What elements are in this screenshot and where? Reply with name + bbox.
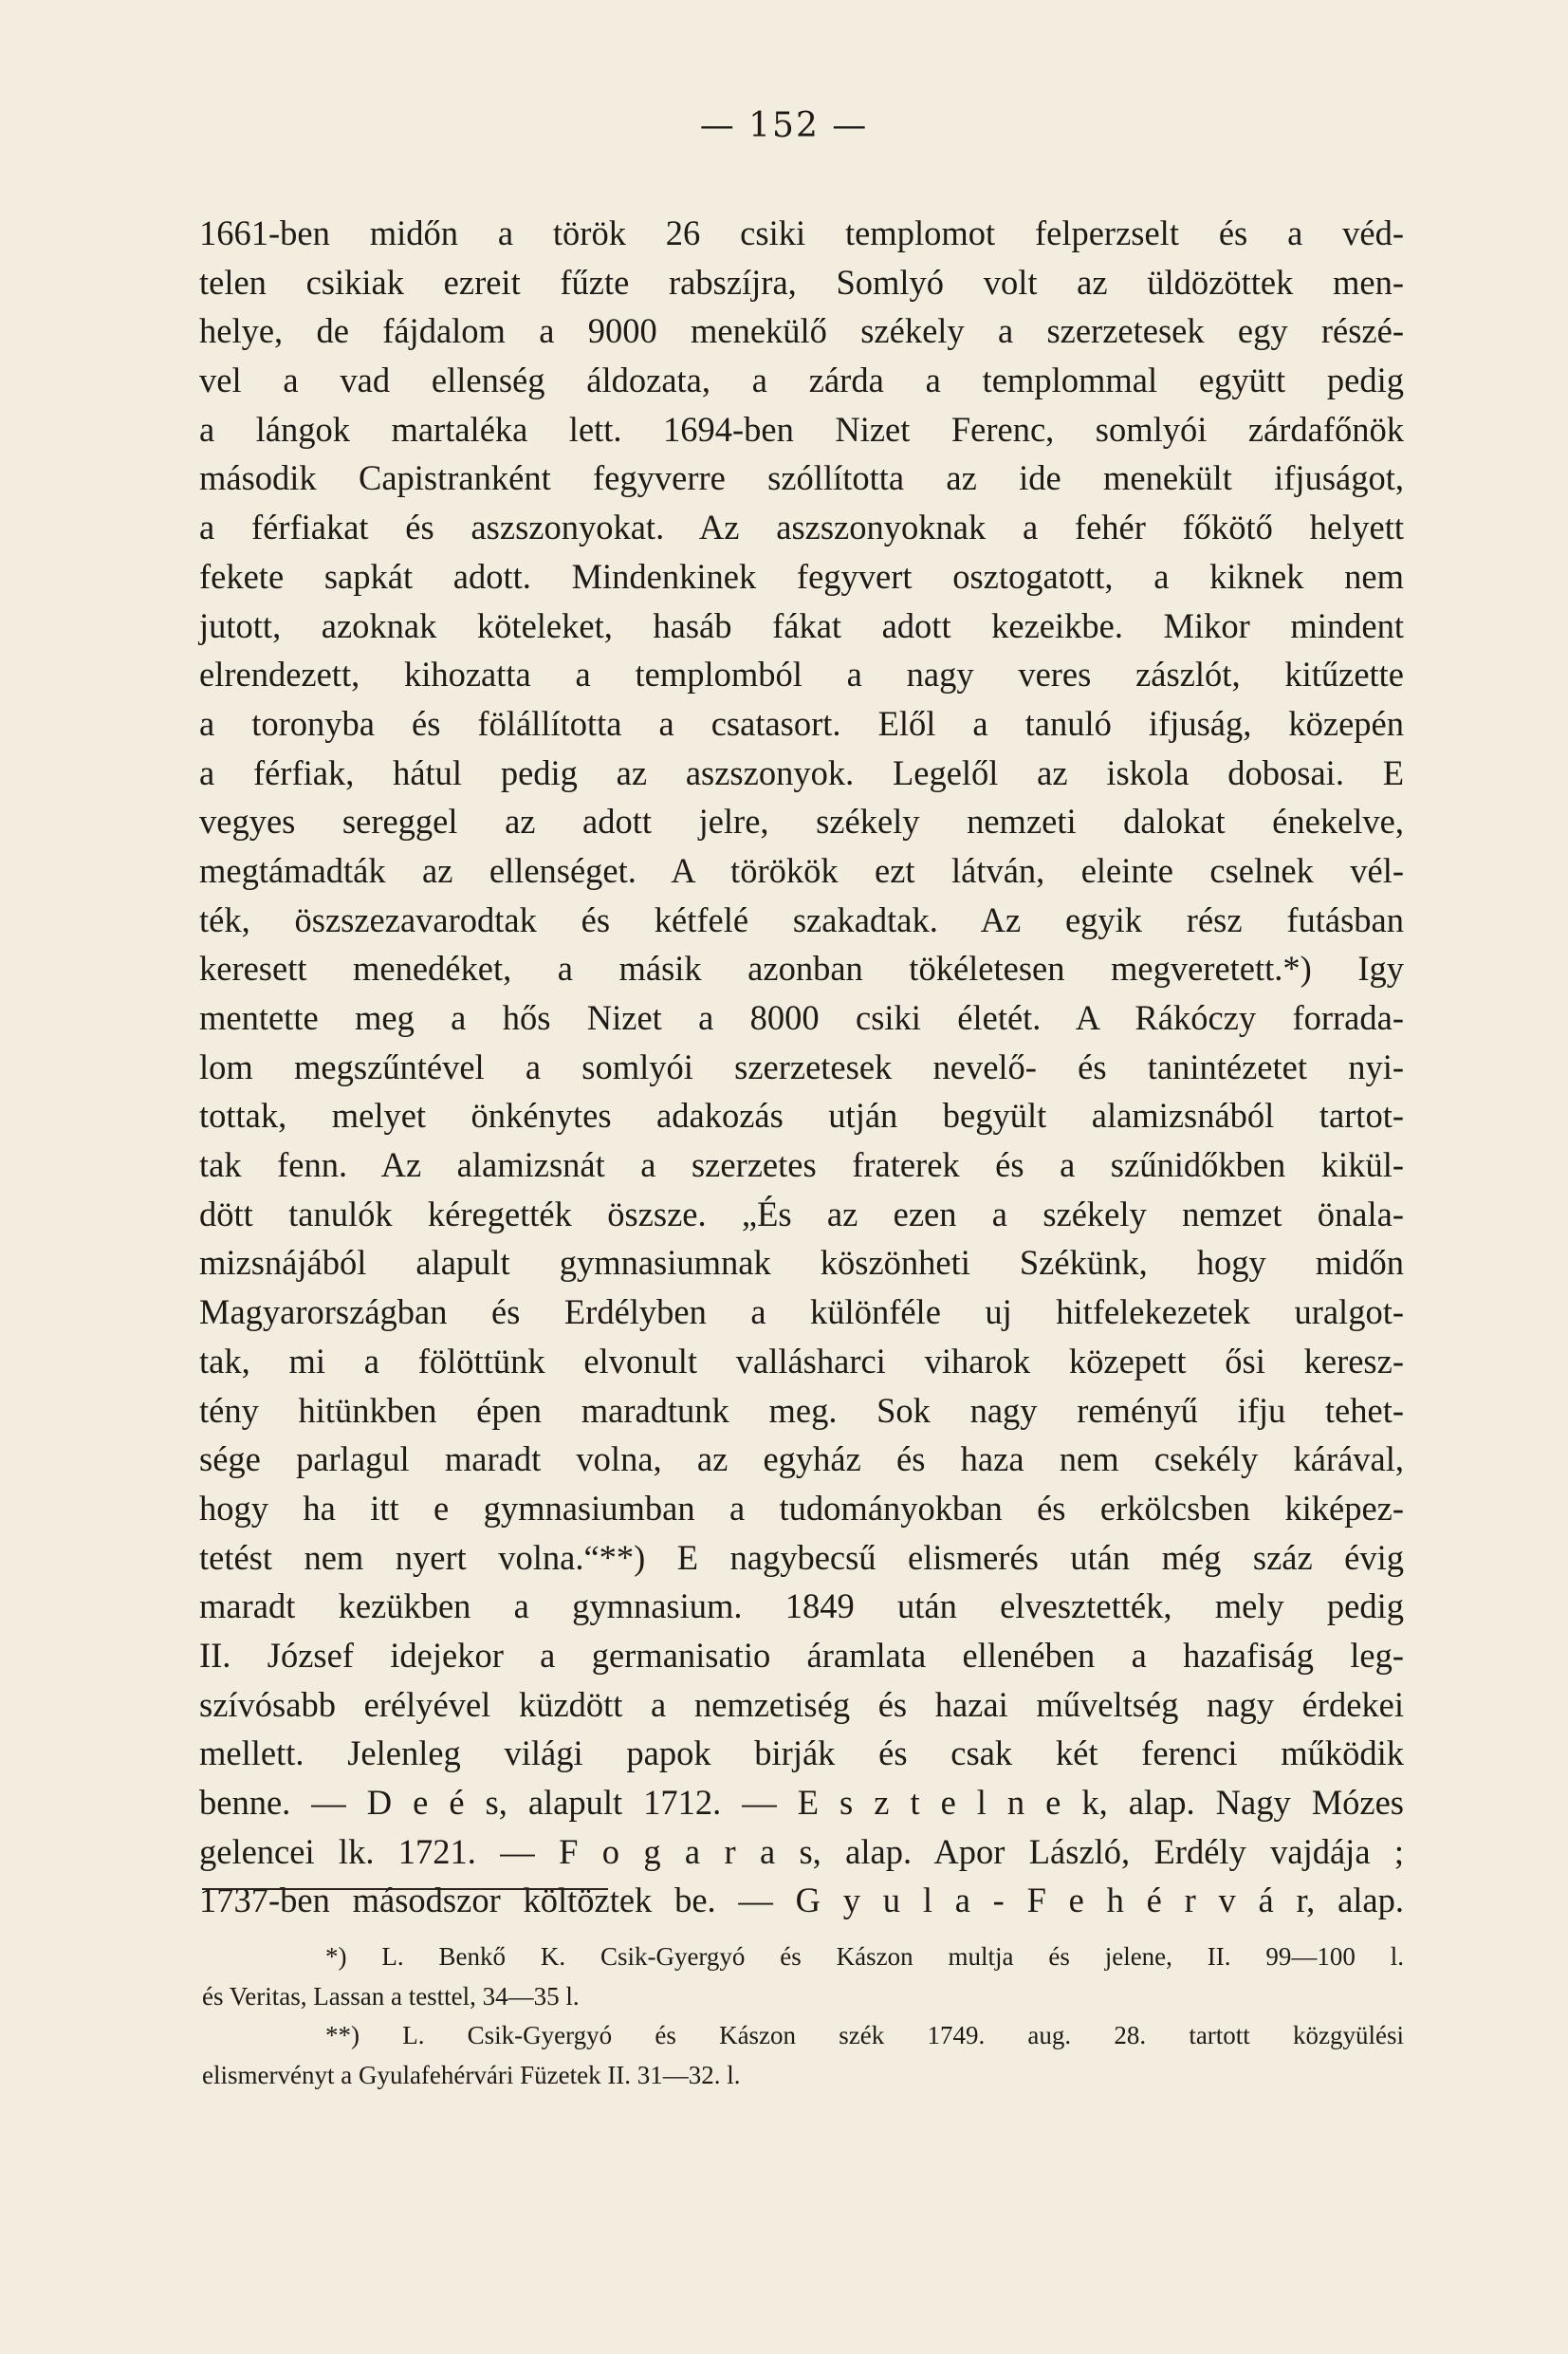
text-line: 1661-ben midőn a török 26 csiki templomot felperzselt és a véd- <box>199 213 1404 252</box>
text-line: jutott, azoknak köteleket, hasáb fákat adott kezeikbe. Mikor mindent <box>199 605 1404 645</box>
text-line: lom megszűntével a somlyói szerzetesek nevelő- és tanintézetet nyi- <box>199 1047 1404 1086</box>
text-line: a lángok martaléka lett. 1694-ben Nizet Ferenc, somlyói zárdafőnök <box>199 409 1404 449</box>
text-line: fekete sapkát adott. Mindenkinek fegyvert osztogatott, a kiknek nem <box>199 556 1404 596</box>
page-number: — 152 — <box>699 106 869 145</box>
body-text <box>199 209 1404 1925</box>
text-line: mellett. Jelenleg világi papok birják és csak két ferenci működik <box>199 1733 1404 1773</box>
text-line: gelencei lk. 1721. — F o g a r a s, alap. Apor László, Erdély vajdája ; <box>199 1831 1404 1871</box>
footnote-line: *) L. Benkő K. Csik-Gyergyó és Kászon multja és jelene, II. 99—100 l. <box>325 1942 1404 1971</box>
footnote-divider <box>202 1888 608 1890</box>
text-line: II. József idejekor a germanisatio áramlata ellenében a hazafiság leg- <box>199 1635 1404 1675</box>
text-line: elrendezett, kihozatta a templomból a nagy veres zászlót, kitűzette <box>199 655 1404 695</box>
text-line: tottak, melyet önkénytes adakozás utján begyült alamizsnából tartot- <box>199 1096 1404 1136</box>
text-line: telen csikiak ezreit fűzte rabszíjra, Somlyó volt az üldözöttek men- <box>199 262 1404 302</box>
text-line: a férfiak, hátul pedig az aszszonyok. Legelől az iskola dobosai. E <box>199 752 1404 792</box>
footnotes <box>202 1937 1404 2095</box>
text-line: tény hitünkben épen maradtunk meg. Sok nagy reményű ifju tehet- <box>199 1390 1404 1430</box>
text-line: hogy ha itt e gymnasiumban a tudományokban és erkölcsben kiképez- <box>199 1488 1404 1528</box>
text-line: dött tanulók kéregették öszsze. „És az ezen a székely nemzet önala- <box>199 1194 1404 1233</box>
footnote-line: elismervényt a Gyulafehérvári Füzetek II. 31—32. l. <box>202 2060 741 2089</box>
text-line: a férfiakat és aszszonyokat. Az aszszonyoknak a fehér főkötő helyett <box>199 508 1404 547</box>
text-line: tetést nem nyert volna.“**) E nagybecsű elismerés után még száz évig <box>199 1537 1404 1577</box>
text-line: mentette meg a hős Nizet a 8000 csiki életét. A Rákóczy forrada- <box>199 998 1404 1037</box>
text-line: a toronyba és fölállította a csatasort. Elől a tanuló ifjuság, közepén <box>199 703 1404 743</box>
text-line: ték, öszszezavarodtak és kétfelé szakadtak. Az egyik rész futásban <box>199 899 1404 939</box>
text-line: Magyarországban és Erdélyben a különféle uj hitfelekezetek uralgot- <box>199 1292 1404 1332</box>
text-line: keresett menedéket, a másik azonban tökéletesen megveretett.*) Igy <box>199 949 1404 989</box>
text-line: benne. — D e é s, alapult 1712. — E s z t e l n e k, alap. Nagy Mózes <box>199 1783 1404 1822</box>
text-line: vel a vad ellenség áldozata, a zárda a templommal együtt pedig <box>199 361 1404 400</box>
text-line: maradt kezükben a gymnasium. 1849 után elvesztették, mely pedig <box>199 1586 1404 1626</box>
text-line: mizsnájából alapult gymnasiumnak köszönheti Székünk, hogy midőn <box>199 1243 1404 1283</box>
text-line: sége parlagul maradt volna, az egyház és haza nem csekély kárával, <box>199 1439 1404 1479</box>
footnote-line: **) L. Csik-Gyergyó és Kászon szék 1749. aug. 28. tartott közgyülési <box>325 2021 1404 2049</box>
text-line: szívósabb erélyével küzdött a nemzetiség és hazai műveltség nagy érdekei <box>199 1684 1404 1724</box>
text-line: második Capistranként fegyverre szóllította az ide menekült ifjuságot, <box>199 458 1404 498</box>
text-line: tak, mi a fölöttünk elvonult vallásharci viharok közepett ősi keresz- <box>199 1341 1404 1381</box>
footnote-line: és Veritas, Lassan a testtel, 34—35 l. <box>202 1981 580 2011</box>
text-line: vegyes sereggel az adott jelre, székely nemzeti dalokat énekelve, <box>199 802 1404 842</box>
text-line: tak fenn. Az alamizsnát a szerzetes fraterek és a szűnidőkben kikül- <box>199 1145 1404 1185</box>
text-line: helye, de fájdalom a 9000 menekülő székely a szerzetesek egy részé- <box>199 311 1404 351</box>
text-line: megtámadták az ellenséget. A törökök ezt látván, eleinte cselnek vél- <box>199 850 1404 890</box>
text-line: 1737-ben másodszor költöztek be. — G y u l a - F e h é r v á r, alap. <box>199 1881 1404 1920</box>
